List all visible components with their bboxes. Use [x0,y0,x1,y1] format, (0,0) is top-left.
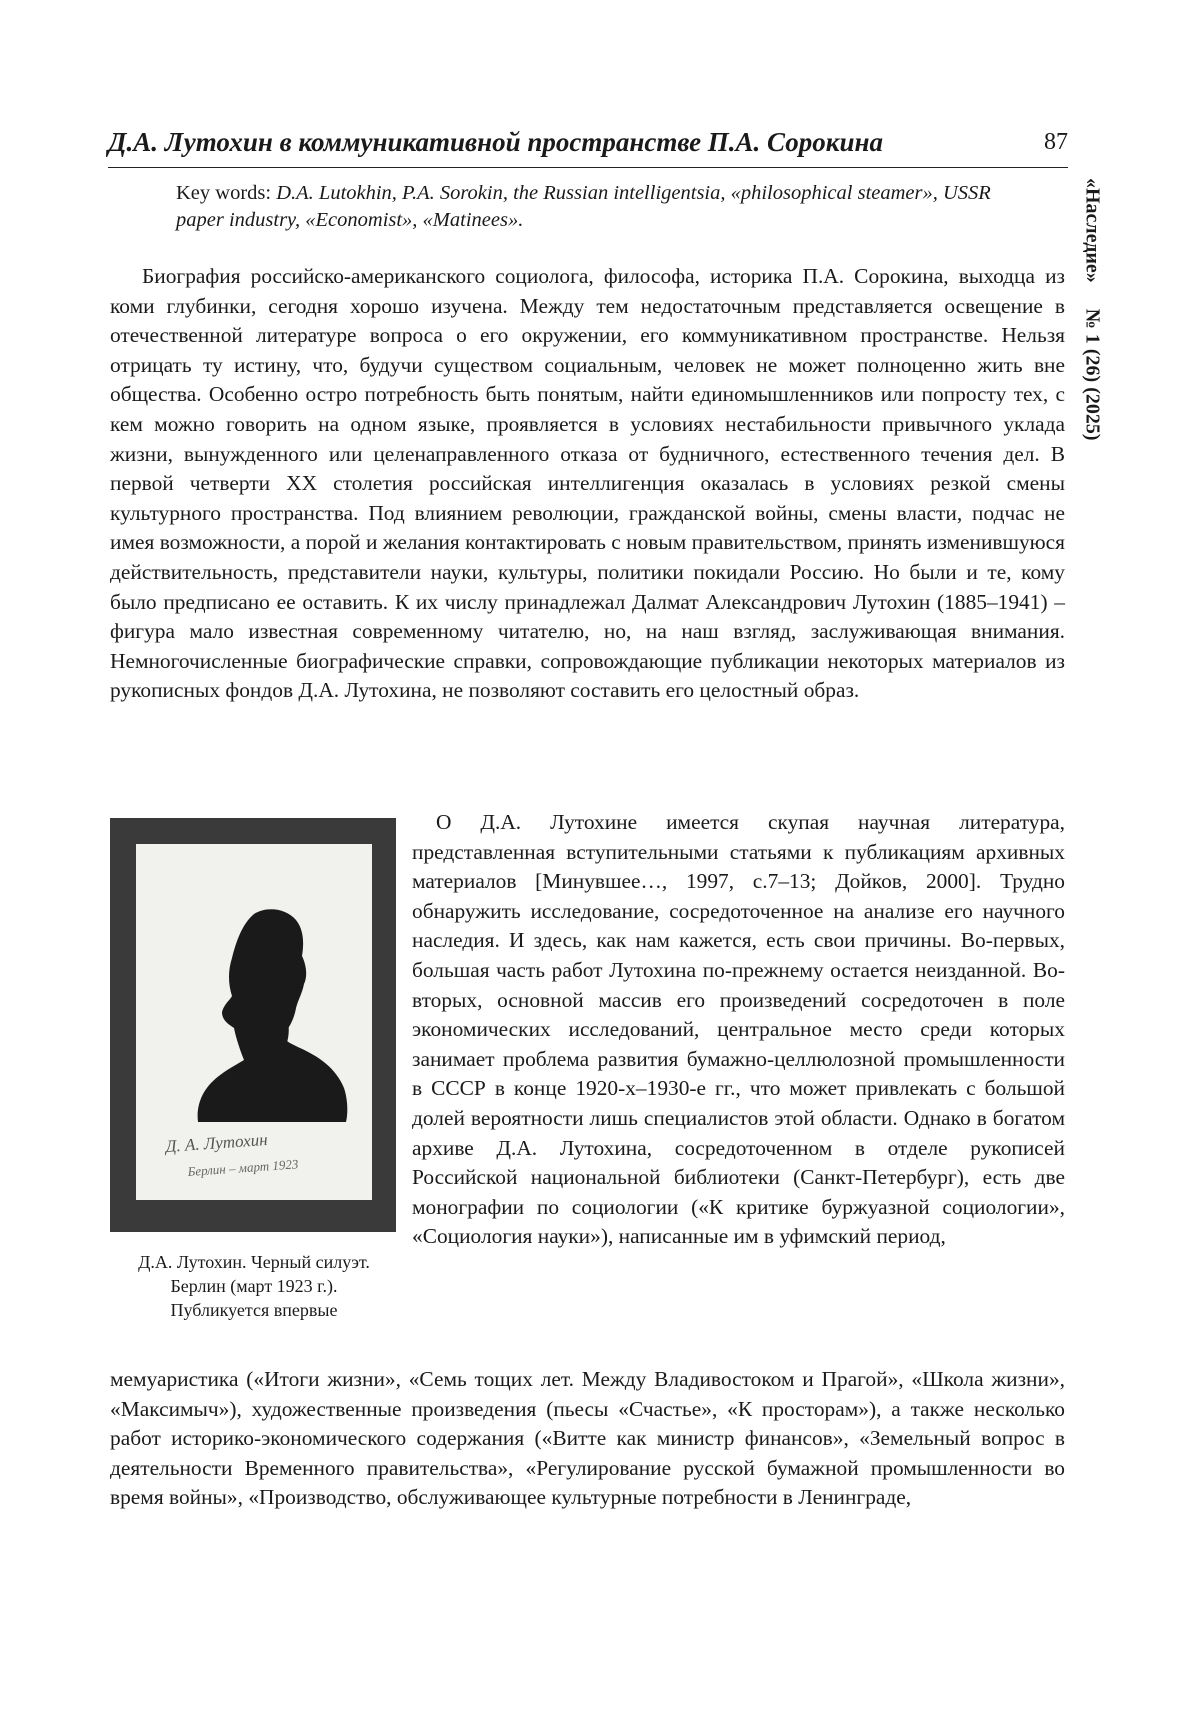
body-paragraph-1: Биография российско-американского социолога, философа, историка П.А. Сорокина, выходца из коми глубинки, сегодня хорошо изучена. Между тем недостаточным представляется освещение в отечественной литературе вопроса о его окружении, его коммуникативном пространстве. Нельзя отрицать ту истину, что, будучи существом социальным, человек не может полноценно жить вне общества. Особенно остро потребность быть понятым, найти единомышленников или попросту тех, с кем можно говорить на одном языке, проявляется в условиях нестабильности привычного уклада жизни, вынужденного или целенаправленного отказа от будничного, естественного течения дел. В первой четверти XX столетия российская интеллигенция оказалась в условиях резкой смены культурного пространства. Под влиянием революции, гражданской войны, смены власти, подчас не имея возможности, а порой и желания контактировать с новым правительством, принять изменившуюся действительность, представители науки, культуры, политики покидали Россию. Но были и те, кому было предписано ее оставить. К их числу принадлежал Далмат Александрович Лутохин (1885–1941) – фигура мало известная современному читателю, но, на наш взгляд, заслуживающая внимания. Немногочисленные биографические справки, сопровождающие публикации некоторых материалов из рукописных фондов Д.А. Лутохина, не позволяют составить его целостный образ. [110,264,1065,703]
journal-sidebar [1072,178,1112,448]
keywords-label: Key words: [176,182,272,204]
silhouette-inscription-2: Берлин – март 1923 [187,1156,299,1179]
page-number: 87 [1044,129,1068,155]
caption-line-3: Публикуется впервые [170,1300,338,1320]
running-title: Д.А. Лутохин в коммуникативной пространстве П.А. Сорокина [108,127,883,157]
silhouette-image [136,844,372,1200]
body-paragraph-2: О Д.А. Лутохине имеется скупая научная литература, представленная вступительными статьями к публикациям архивных материалов [Минувшее…, 1997, с.7–13; Дойков, 2000]. Трудно обнаружить исследование, сосредоточенное на анализе его научного наследия. И здесь, как нам кажется, есть свои причины. Во-первых, большая часть работ Лутохина по-прежнему остается неизданной. Во-вторых, основной массив его произведений сосредоточен в поле экономических исследований, центральное место среди которых занимает проблема развития бумажно-целлюлозной промышленности в СССР в конце 1920-х–1930-е гг., что может привлекать с большой долей вероятности лишь специалистов этой области. Однако в богатом архиве Д.А. Лутохина, сосредоточенном в отделе рукописей Российской национальной библиотеки (Санкт-Петербург), есть две монографии по социологии («К критике буржуазной социологии», «Социология науки»), написанные им в уфимский период, [412,810,1065,1249]
keywords [176,180,1006,234]
journal-name: «Наследие» [1081,178,1104,283]
keywords-value: D.A. Lutokhin, P.A. Sorokin, the Russian intelligentsia, «philosophical steamer», USSR paper industry, «Economist», «Matinees». [176,182,991,231]
silhouette-card [136,844,372,1200]
silhouette-photo [110,818,396,1232]
running-header [108,125,1068,168]
body-paragraph-3: мемуаристика («Итоги жизни», «Семь тощих лет. Между Владивостоком и Прагой», «Школа жизни», «Максимыч»), художественные произведения (пьесы «Счастье», «К просторам»), а также несколько работ историко-экономического содержания («Витте как министр финансов», «Земельный вопрос в деятельности Временного правительства», «Регулирование русской бумажной промышленности во время войны», «Производство, обслуживающее культурные потребности в Ленинграде, [110,1367,1065,1510]
journal-issue: № 1 (26) (2025) [1081,308,1104,441]
silhouette-figure [198,909,348,1122]
caption-line-2: Берлин (март 1923 г.). [170,1276,338,1296]
silhouette-inscription-1: Д. А. Лутохин [164,1129,269,1156]
figure-caption [108,1250,400,1322]
caption-line-1: Д.А. Лутохин. Черный силуэт. [138,1252,370,1272]
